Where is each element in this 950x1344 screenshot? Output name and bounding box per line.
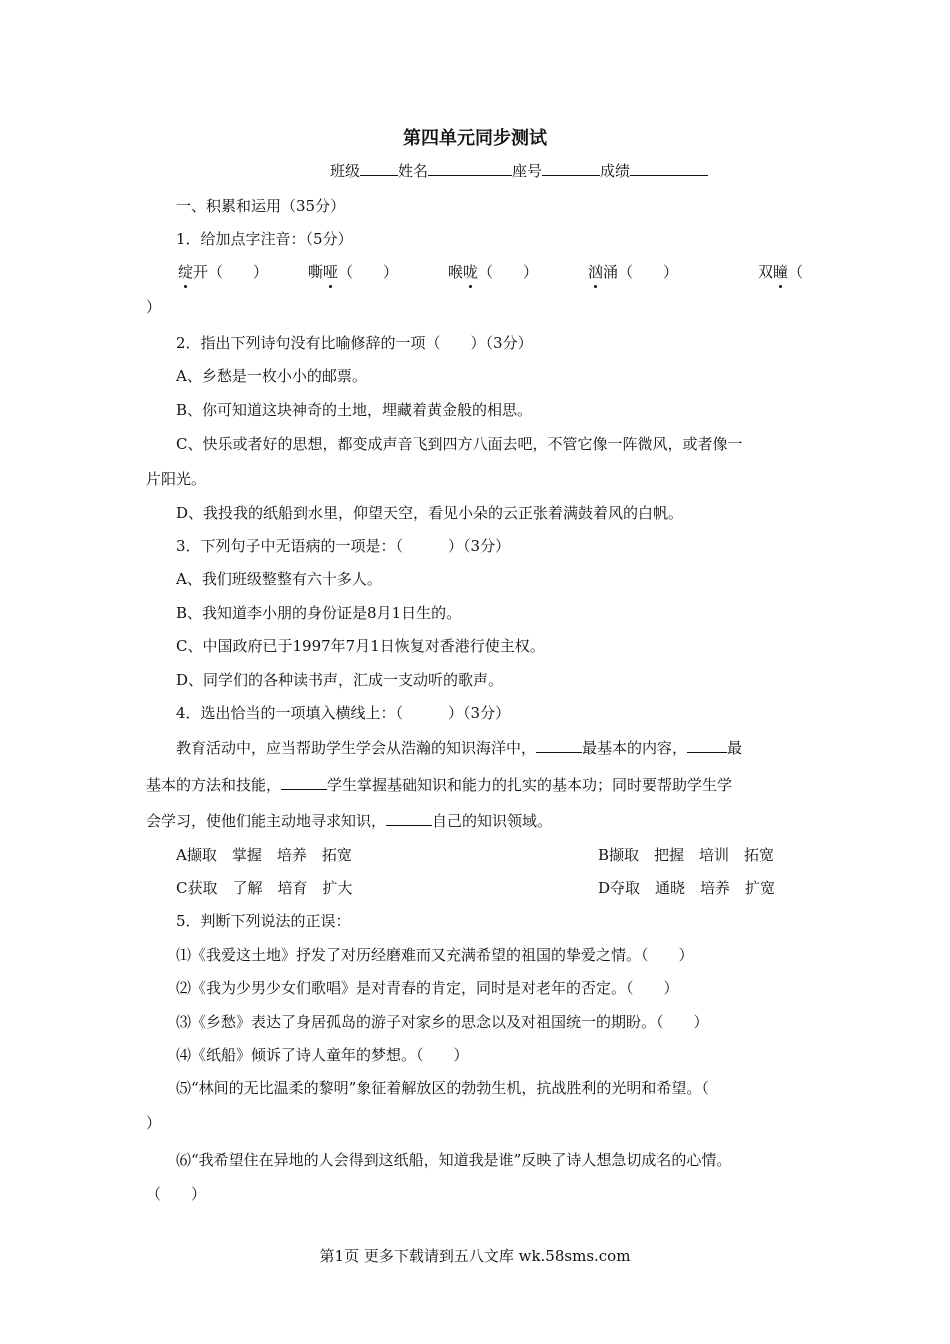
- student-info-line: [330, 160, 708, 181]
- q1-item-4: 汹涌（ ）: [588, 263, 679, 281]
- q4-option-a: A撷取 掌握 培养 拓宽: [176, 846, 352, 864]
- q4-passage-line1: 教育活动中，应当帮助学生学会从浩瀚的知识海洋中， 最基本的内容， 最: [176, 739, 743, 757]
- fill-blank[interactable]: [281, 775, 327, 790]
- dotted-char: 哑: [323, 263, 339, 281]
- question-2-prompt: 2．指出下列诗句没有比喻修辞的一项（ ）（3分）: [176, 334, 533, 352]
- q5-statement-4: ⑷《纸船》倾诉了诗人童年的梦想。（ ）: [176, 1046, 469, 1064]
- question-3-prompt: 3．下列句子中无语病的一项是：（ ）（3分）: [176, 537, 511, 555]
- page-footer: 第1页 更多下载请到五八文库 wk.58sms.com: [319, 1247, 631, 1265]
- q5-statement-1: ⑴《我爱这土地》抒发了对历经磨难而又充满希望的祖国的挚爱之情。（ ）: [176, 946, 694, 964]
- page-title: 第四单元同步测试: [403, 128, 547, 149]
- q4-option-b: B撷取 把握 培训 拓宽: [598, 846, 775, 864]
- section-heading: 一、积累和运用（35分）: [176, 197, 346, 215]
- q3-option-a: A、我们班级整整有六十多人。: [176, 570, 382, 588]
- q2-option-b: B、你可知道这块神奇的土地，埋藏着黄金般的相思。: [176, 401, 533, 419]
- class-blank[interactable]: [360, 161, 398, 176]
- q4-passage-line2: 基本的方法和技能， 学生掌握基础知识和能力的扎实的基本功；同时要帮助学生学: [146, 776, 733, 794]
- q1-item-1: 绽开（ ）: [178, 263, 269, 281]
- q1-wrap: ）: [146, 298, 162, 316]
- dotted-char: 瞳: [773, 263, 789, 281]
- q2-option-d: D、我投我的纸船到水里，仰望天空，看见小朵的云正张着满鼓着风的白帆。: [176, 504, 684, 522]
- q3-option-b: B、我知道李小朋的身份证是8月1日生的。: [176, 604, 462, 622]
- q3-option-d: D、同学们的各种读书声，汇成一支动听的歌声。: [176, 671, 504, 689]
- name-label: 姓名: [398, 162, 429, 180]
- q2-option-c-line1: C、快乐或者好的思想，都变成声音飞到四方八面去吧，不管它像一阵微风，或者像一: [176, 435, 743, 453]
- q2-option-c-line2: 片阳光。: [146, 470, 207, 488]
- q1-item-5: 双瞳（: [758, 263, 804, 281]
- q3-option-c: C、中国政府已于1997年7月1日恢复对香港行使主权。: [176, 637, 545, 655]
- q5-statement-2: ⑵《我为少男少女们歌唱》是对青春的肯定，同时是对老年的否定。（ ）: [176, 979, 679, 997]
- q5-statement-3: ⑶《乡愁》表达了身居孤岛的游子对家乡的思念以及对祖国统一的期盼。（ ）: [176, 1013, 709, 1031]
- q2-option-a: A、乡愁是一枚小小的邮票。: [176, 367, 367, 385]
- fill-blank[interactable]: [687, 738, 727, 753]
- question-5-prompt: 5．判断下列说法的正误：: [176, 912, 351, 930]
- q4-option-d: D夺取 通晓 培养 扩宽: [598, 879, 776, 897]
- score-label: 成绩: [600, 162, 631, 180]
- dotted-char: 咙: [463, 263, 479, 281]
- question-1-prompt: 1．给加点字注音：（5分）: [176, 230, 353, 248]
- q4-option-c: C获取 了解 培育 扩大: [176, 879, 353, 897]
- dotted-char: 绽: [178, 263, 194, 281]
- q5-statement-6-line1: ⑹“我希望住在异地的人会得到这纸船，知道我是谁”反映了诗人想急切成名的心情。: [176, 1151, 732, 1169]
- q1-item-3: 喉咙（ ）: [448, 263, 539, 281]
- dotted-char: 汹: [588, 263, 604, 281]
- q5-statement-5-line2: ）: [146, 1114, 162, 1132]
- question-4-prompt: 4．选出恰当的一项填入横线上：（ ）（3分）: [176, 704, 511, 722]
- seat-blank[interactable]: [542, 161, 600, 176]
- name-blank[interactable]: [428, 161, 512, 176]
- fill-blank[interactable]: [536, 738, 582, 753]
- q5-statement-6-line2: （ ）: [146, 1185, 207, 1203]
- class-label: 班级: [330, 162, 361, 180]
- score-blank[interactable]: [630, 161, 708, 176]
- q5-statement-5-line1: ⑸“林间的无比温柔的黎明”象征着解放区的勃勃生机，抗战胜利的光明和希望。（: [176, 1079, 709, 1097]
- q1-item-2: 嘶哑（ ）: [308, 263, 399, 281]
- seat-label: 座号: [512, 162, 543, 180]
- q4-passage-line3: 会学习，使他们能主动地寻求知识， 自己的知识领域。: [146, 812, 553, 830]
- fill-blank[interactable]: [386, 811, 432, 826]
